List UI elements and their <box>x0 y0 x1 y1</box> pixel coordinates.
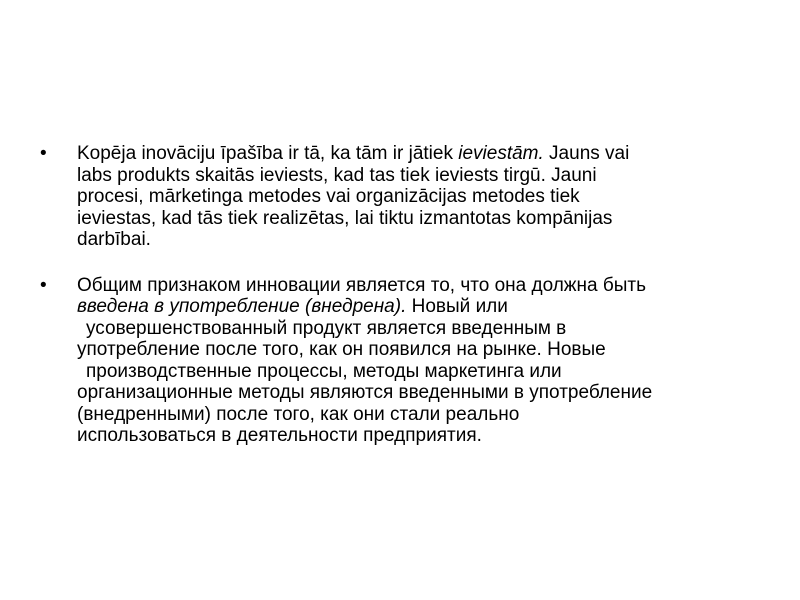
text-line: ieviestas, kad tās tiek realizētas, lai tiktu izmantotas kompānijas <box>77 207 613 229</box>
text-line: Общим признаком инновации является то, что она должна быть <box>77 274 646 296</box>
paragraph-latvian <box>40 143 770 251</box>
text-line: procesi, mārketinga metodes vai organizācijas metodes tiek <box>77 186 580 207</box>
emphasis-text: введена в употребление (внедрена). <box>77 296 407 317</box>
bullet-icon: • <box>40 274 47 296</box>
text-line: производственные процессы, методы маркетинга или <box>86 360 562 382</box>
text-line: darbībai. <box>77 229 151 250</box>
bullet-icon: • <box>40 143 47 164</box>
text-line: Kopēja inovāciju īpašība ir tā, ka tām ir jātiek ieviestām. Jauns vai <box>77 143 630 164</box>
text-line: labs produkts skaitās ieviests, kad tas tiek ieviests tirgū. Jauni <box>77 164 597 186</box>
text-line: (внедренными) после того, как они стали реально <box>77 403 520 425</box>
text-line: использоваться в деятельности предприятия. <box>77 425 482 446</box>
paragraph-russian <box>40 275 770 447</box>
text-line: употребление после того, как он появился на рынке. Новые <box>77 339 606 360</box>
text-line: организационные методы являются введенными в употребление <box>77 382 653 403</box>
text-line: усовершенствованный продукт является введенным в <box>86 317 567 339</box>
text-line: введена в употребление (внедрена). Новый или <box>77 296 508 317</box>
slide-body <box>40 143 770 447</box>
emphasis-text: ieviestām. <box>458 143 544 164</box>
